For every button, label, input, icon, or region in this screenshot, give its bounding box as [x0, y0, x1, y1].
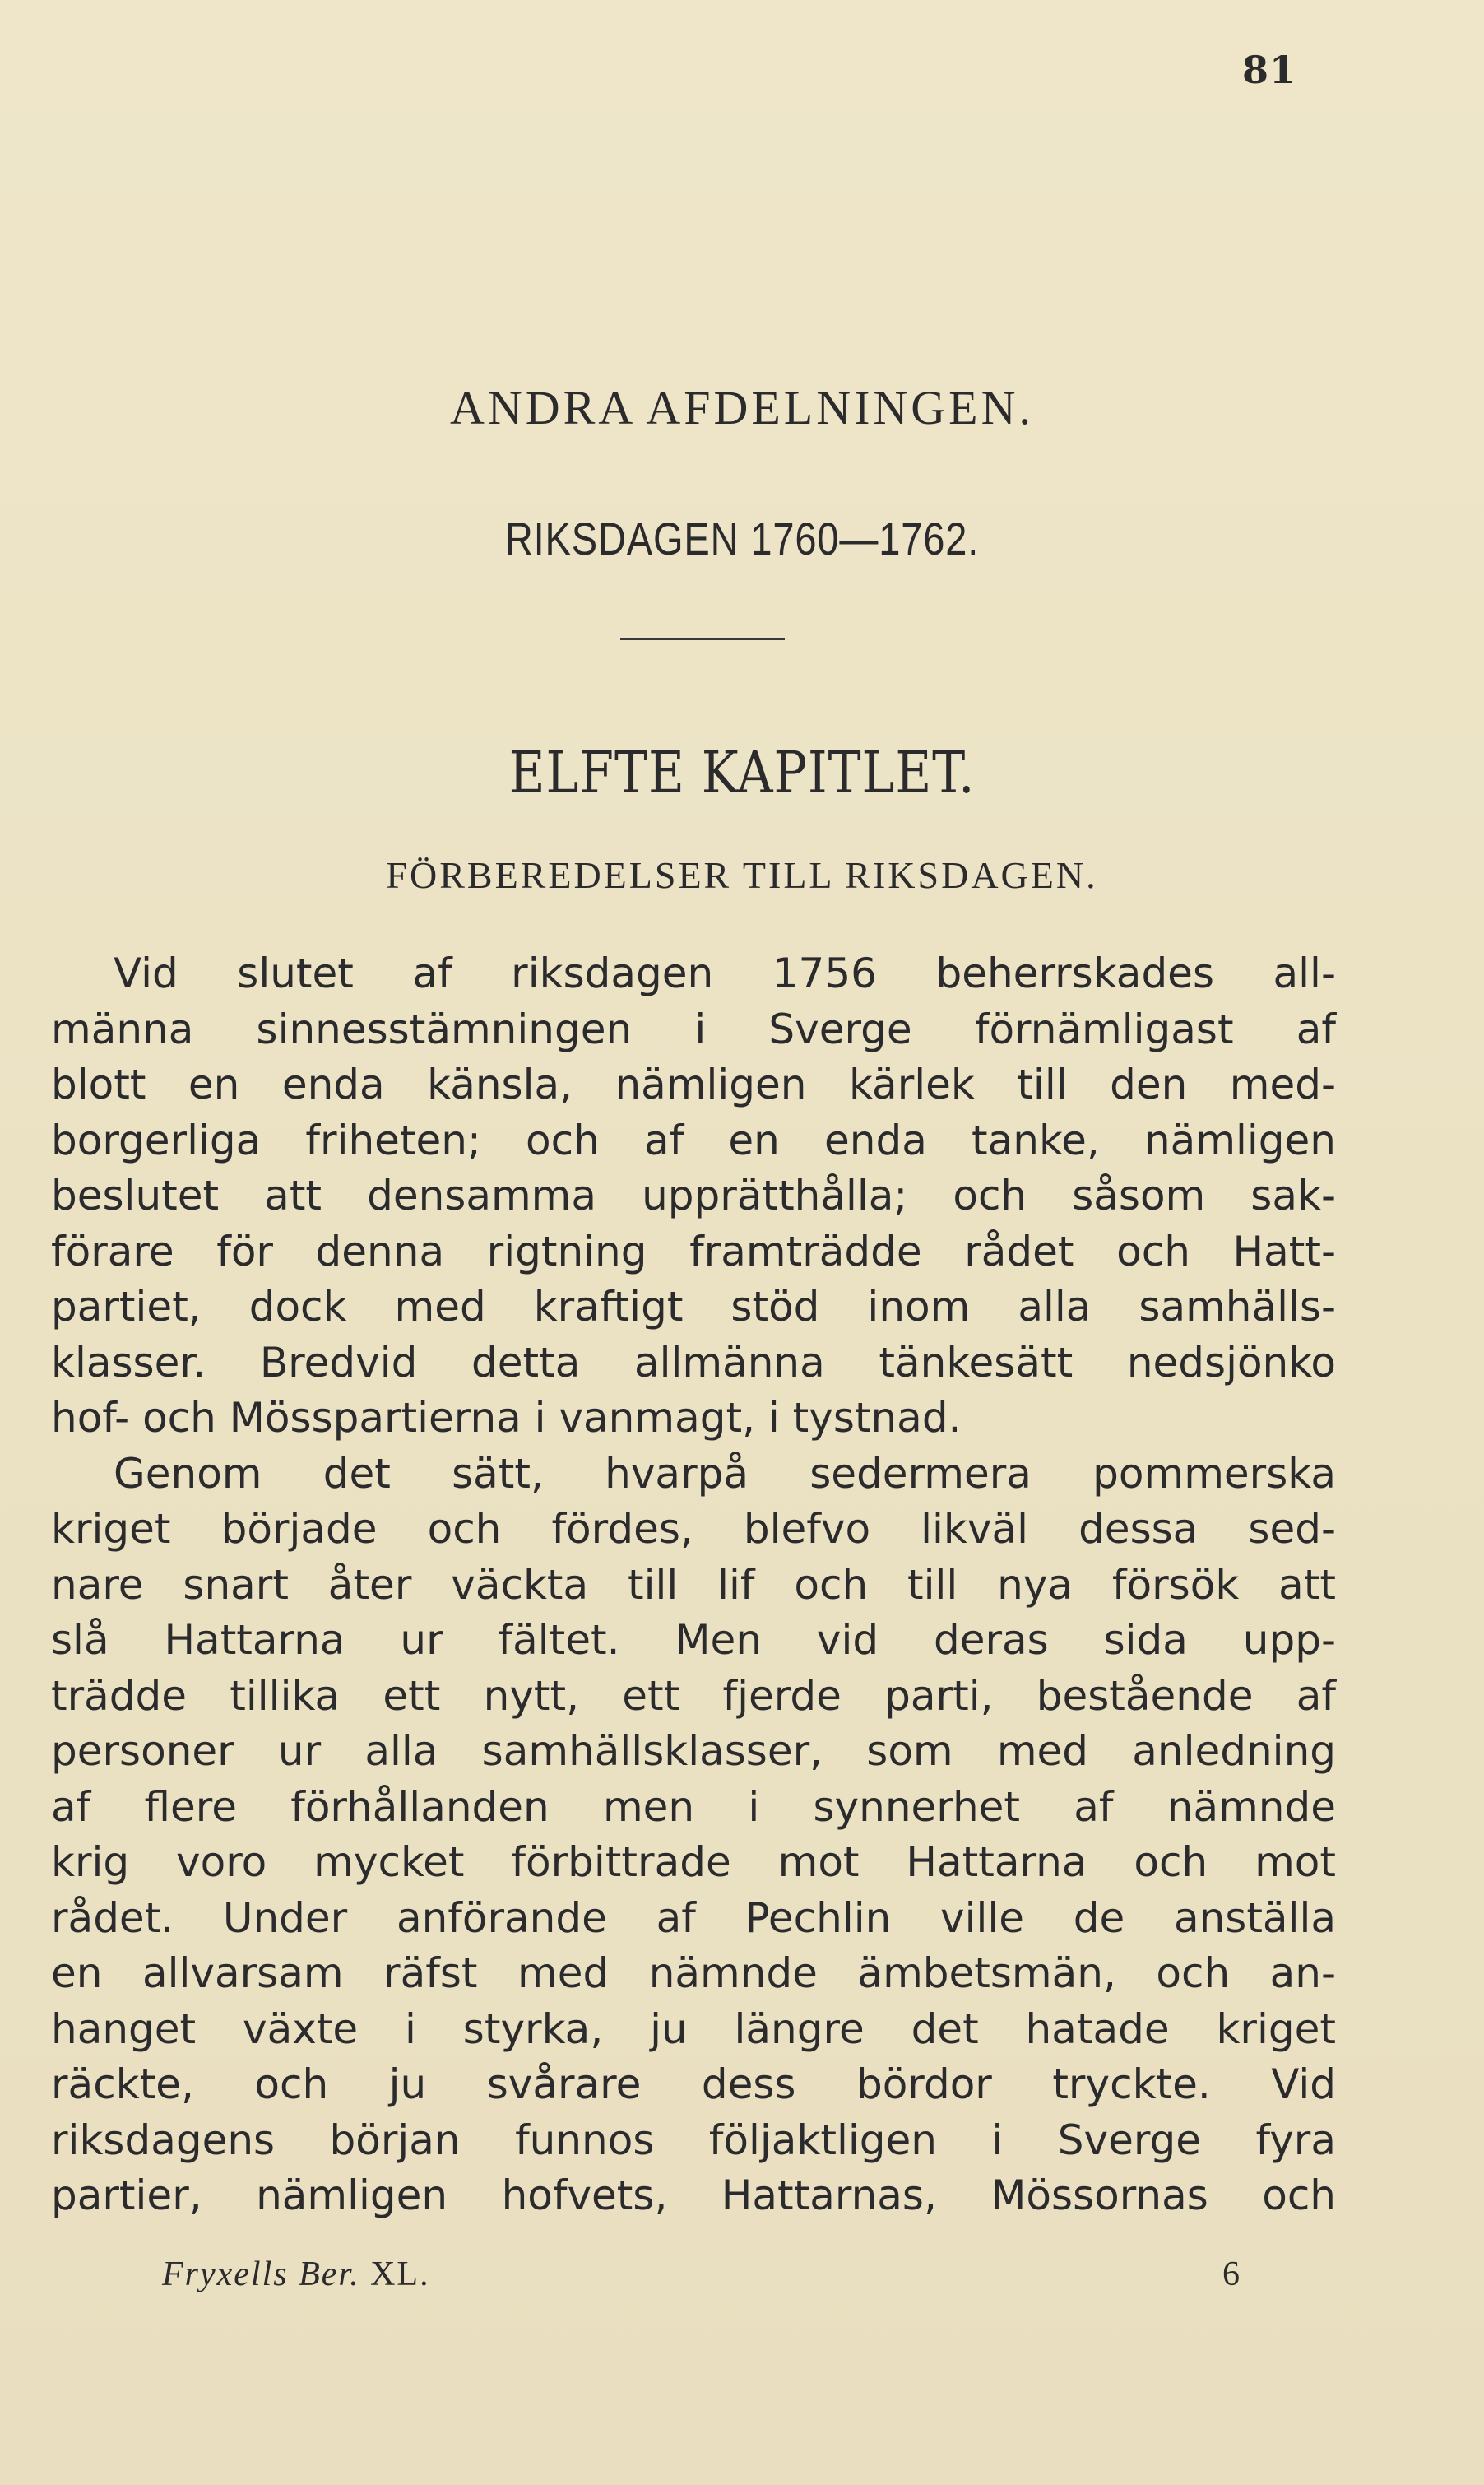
text-line: Vid slutet af riksdagen 1756 beherrskades all- [114, 950, 1336, 997]
text-line: partiet, dock med kraftigt stöd inom alla samhälls- [51, 1283, 1336, 1331]
signature-volume: XL. [370, 2255, 430, 2293]
printer-signature [162, 2255, 430, 2294]
text-line: Genom det sätt, hvarpå sedermera pommerska [114, 1449, 1336, 1498]
page-number: 81 [1242, 48, 1297, 92]
text-line: förare för denna rigtning framträdde rådet och Hatt- [51, 1227, 1336, 1275]
paragraph [51, 946, 1336, 1447]
text-line: nare snart åter väckta till lif och till nya försök att [51, 1560, 1336, 1609]
text-line: slå Hattarna ur fältet. Men vid deras sida upp- [51, 1616, 1336, 1664]
text-line: personer ur alla samhällsklasser, som med anledning [51, 1727, 1336, 1775]
text-line: hanget växte i styrka, ju längre det hatade kriget [51, 2004, 1336, 2053]
text-line: af flere förhållanden men i synnerhet af nämnde [51, 1782, 1336, 1831]
text-line: krig voro mycket förbittrade mot Hattarna och mot [51, 1838, 1336, 1886]
text-line: klasser. Bredvid detta allmänna tänkesätt nedsjönko [51, 1338, 1336, 1386]
section-title: RIKSDAGEN 1760—1762. [504, 513, 980, 564]
text-line: trädde tillika ett nytt, ett fjerde parti, bestående af [51, 1671, 1336, 1720]
text-line: beslutet att densamma upprätthålla; och såsom sak- [51, 1172, 1336, 1219]
sheet-number: 6 [1222, 2255, 1240, 2293]
page-footer [0, 2255, 1484, 2304]
text-line: rådet. Under anförande af Pechlin ville de anställa [51, 1893, 1336, 1942]
text-line: räckte, och ju svårare dess bördor tryckte. Vid [51, 2060, 1336, 2108]
text-line: blott en enda känsla, nämligen kärlek till den med- [51, 1061, 1336, 1108]
part-title: ANDRA AFDELNINGEN. [450, 381, 1034, 434]
text-line: hof- och Mösspartierna i vanmagt, i tystnad. [51, 1394, 962, 1442]
signature-author: Fryxells Ber. [162, 2255, 360, 2293]
text-line: riksdagens början funnos följaktligen i Sverge fyra [51, 2116, 1336, 2164]
chapter-title: ELFTE KAPITLET. [508, 739, 976, 806]
text-line: männa sinnesstämningen i Sverge förnämligast af [51, 1005, 1336, 1053]
text-line: kriget började och fördes, blefvo likväl dessa sed- [51, 1505, 1336, 1553]
text-line: borgerliga friheten; och af en enda tanke, nämligen [51, 1116, 1336, 1164]
paragraph [51, 1447, 1336, 2224]
body-text [51, 946, 1336, 2224]
text-line: en allvarsam räfst med nämnde ämbetsmän, och an- [51, 1949, 1336, 1997]
text-line: partier, nämligen hofvets, Hattarnas, Mössornas och [51, 2171, 1336, 2219]
chapter-subtitle: FÖRBEREDELSER TILL RIKSDAGEN. [386, 854, 1098, 896]
title-divider [620, 638, 785, 640]
